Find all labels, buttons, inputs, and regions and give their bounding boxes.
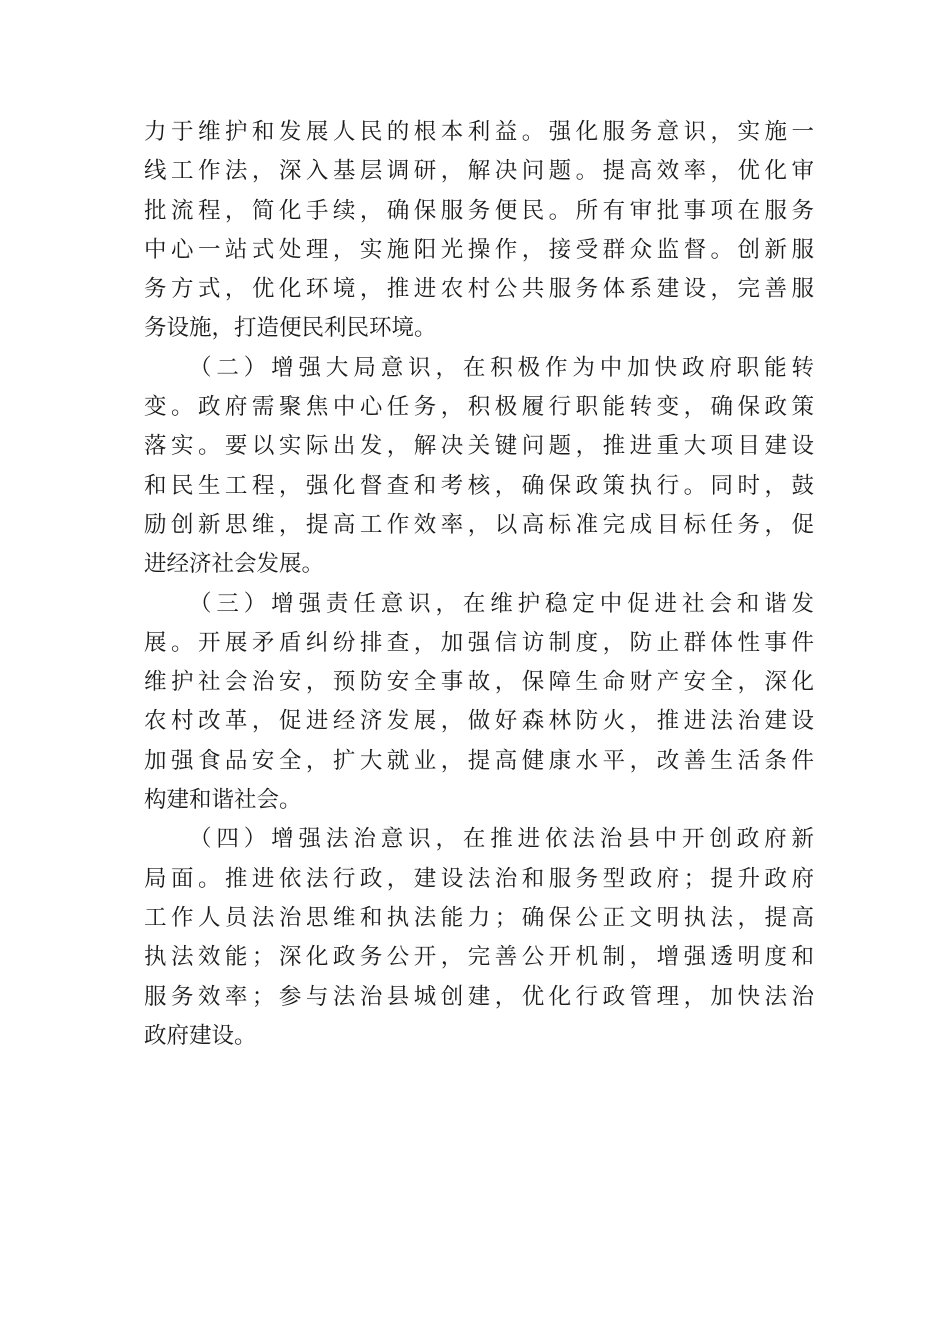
text-line: 工作人员法治思维和执法能力；确保公正文明执法，提高: [144, 904, 814, 931]
text-line: 中心一站式处理，实施阳光操作，接受群众监督。创新服: [144, 236, 814, 263]
text-line: 政府建设。: [144, 1022, 257, 1049]
paragraph-section-2: [144, 349, 814, 585]
text-line: 服务效率；参与法治县城创建，优化行政管理，加快法治: [144, 983, 814, 1010]
section-heading-line: （二）增强大局意识，在积极作为中加快政府职能转: [189, 354, 814, 381]
text-line: 展。开展矛盾纠纷排查，加强信访制度，防止群体性事件: [144, 629, 814, 656]
body-text: [144, 113, 814, 1056]
text-line: 批流程，简化手续，确保服务便民。所有审批事项在服务: [144, 197, 814, 224]
text-line: 务设施，打造便民利民环境。: [144, 315, 437, 342]
text-line: 务方式，优化环境，推进农村公共服务体系建设，完善服: [144, 276, 814, 303]
text-line: 加强食品安全，扩大就业，提高健康水平，改善生活条件: [144, 747, 814, 774]
text-line: 和民生工程，强化督查和考核，确保政策执行。同时，鼓: [144, 472, 814, 499]
text-line: 变。政府需聚焦中心任务，积极履行职能转变，确保政策: [144, 394, 814, 421]
section-heading-line: （四）增强法治意识，在推进依法治县中开创政府新: [189, 826, 814, 853]
text-line: 维护社会治安，预防安全事故，保障生命财产安全，深化: [144, 669, 814, 696]
paragraph-section-4: [144, 820, 814, 1056]
paragraph-continuation: [144, 113, 814, 349]
text-line: 进经济社会发展。: [144, 551, 325, 578]
text-line: 线工作法，深入基层调研，解决问题。提高效率，优化审: [144, 158, 814, 185]
section-heading-line: （三）增强责任意识，在维护稳定中促进社会和谐发: [189, 590, 814, 617]
text-line: 局面。推进依法行政，建设法治和服务型政府；提升政府: [144, 865, 814, 892]
text-line: 执法效能；深化政务公开，完善公开机制，增强透明度和: [144, 944, 814, 971]
text-line: 农村改革，促进经济发展，做好森林防火，推进法治建设: [144, 708, 814, 735]
text-line: 励创新思维，提高工作效率，以高标准完成目标任务，促: [144, 511, 814, 538]
text-line: 落实。要以实际出发，解决关键问题，推进重大项目建设: [144, 433, 814, 460]
text-line: 力于维护和发展人民的根本利益。强化服务意识，实施一: [144, 119, 814, 145]
paragraph-section-3: [144, 585, 814, 821]
text-line: 构建和谐社会。: [144, 787, 302, 814]
